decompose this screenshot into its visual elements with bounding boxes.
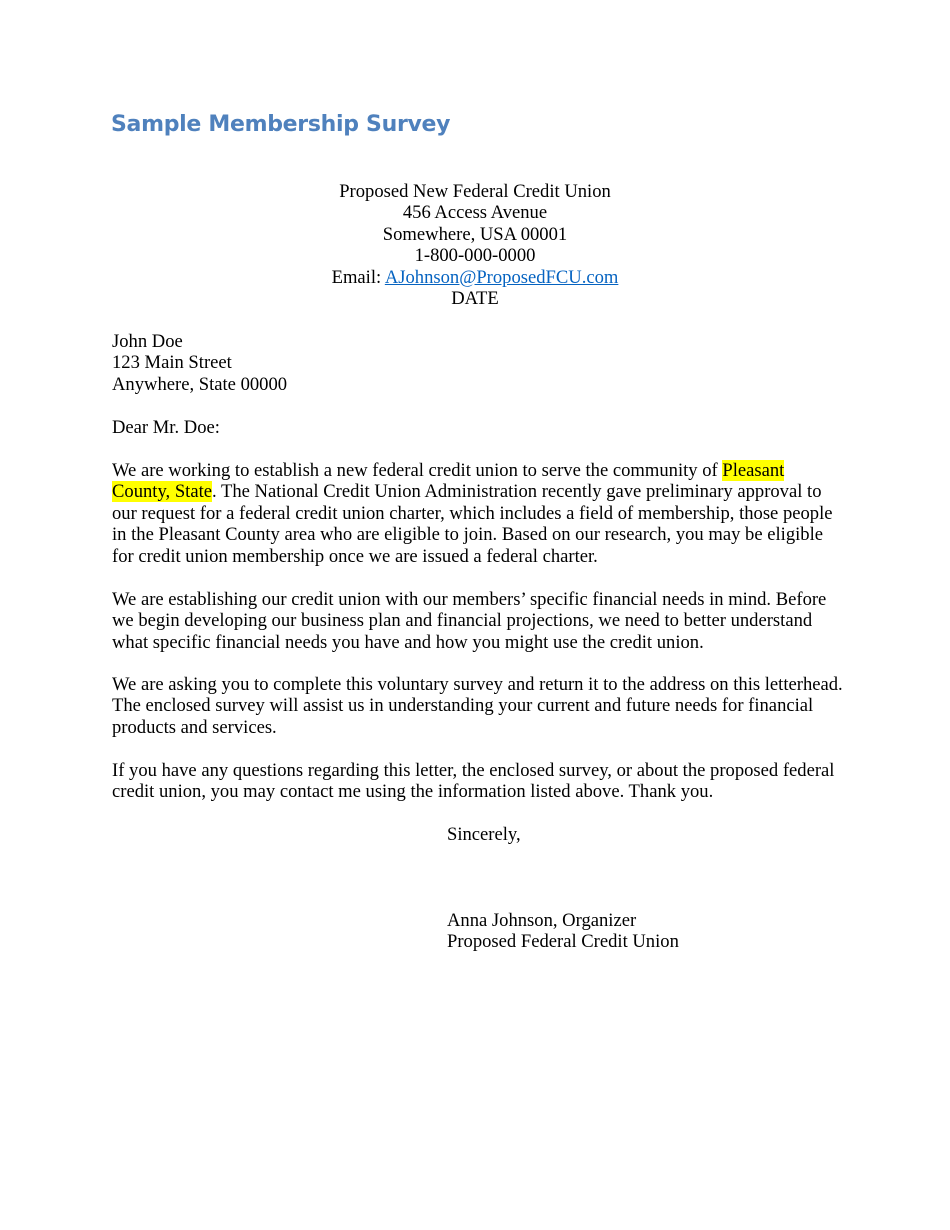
recipient-street: 123 Main Street [112, 352, 232, 374]
signature-organization: Proposed Federal Credit Union [447, 931, 679, 953]
recipient-address [112, 331, 287, 395]
signature-name-title: Anna Johnson, Organizer [447, 910, 637, 931]
letterhead-email-line [0, 267, 950, 288]
letterhead-phone: 1-800-000-0000 [414, 245, 536, 267]
signature-block [447, 910, 679, 953]
recipient-city-state-zip: Anywhere, State 00000 [112, 373, 288, 395]
letterhead-date: DATE [451, 288, 499, 310]
paragraph-1 [112, 460, 847, 567]
recipient-name: John Doe [112, 331, 183, 352]
email-link[interactable]: AJohnson@ProposedFCU.com [384, 266, 619, 288]
letterhead-email-label: Email: [331, 266, 385, 288]
paragraph-1-intro: We are working to establish a new federal credit union to serve the community of [112, 460, 723, 481]
page-title: Sample Membership Survey [111, 112, 451, 137]
letterhead-org-name: Proposed New Federal Credit Union [339, 181, 611, 202]
paragraph-3: We are asking you to complete this voluntary survey and return it to the address on this letterhead. The enclosed survey will assist us in understanding your current and future needs for financial products and services. [112, 674, 843, 738]
letterhead-city-state-zip: Somewhere, USA 00001 [382, 223, 568, 245]
paragraph-1-rest: . The National Credit Union Administration recently gave preliminary approval to our request for a federal credit union charter, which includes a field of membership, those people in the Pleasant County area who are eligible to join. Based on our research, you may be eligible for credit union membership once we are issued a federal charter. [112, 481, 833, 567]
paragraph-2: We are establishing our credit union with our members’ specific financial needs in mind. Before we begin developing our business plan and financial projections, we need to better understand what specific financial needs you have and how you might use the credit union. [112, 589, 827, 653]
highlighted-community: Pleasant County, State [112, 460, 785, 503]
letterhead-street: 456 Access Avenue [402, 202, 548, 224]
paragraph-4: If you have any questions regarding this letter, the enclosed survey, or about the proposed federal credit union, you may contact me using the information listed above. Thank you. [112, 760, 835, 803]
closing: Sincerely, [447, 824, 521, 845]
salutation: Dear Mr. Doe: [112, 417, 220, 438]
letterhead [0, 181, 950, 309]
